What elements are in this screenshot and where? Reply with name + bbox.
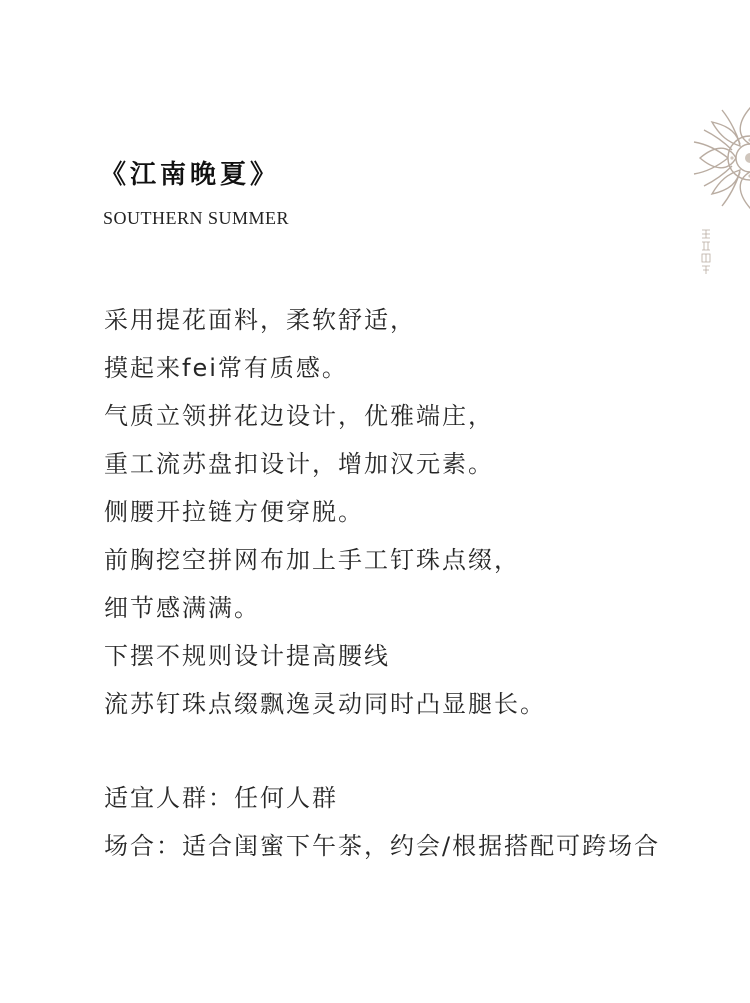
- audience-text: 适宜人群：任何人群: [104, 784, 338, 812]
- lotus-mandala-icon: [692, 100, 750, 225]
- decoration: [692, 100, 750, 280]
- description-line: 采用提花面料，柔软舒适，: [104, 306, 416, 334]
- description-line: 摸起来fei常有质感。: [104, 354, 348, 382]
- brand-seal-mark: [700, 228, 712, 276]
- description-line: 流苏钉珠点缀飘逸灵动同时凸显腿长。: [104, 690, 546, 718]
- product-description: [104, 296, 546, 728]
- description-line: 前胸挖空拼网布加上手工钉珠点缀，: [104, 546, 520, 574]
- page-title: 《江南晚夏》: [100, 160, 281, 190]
- page-subtitle: SOUTHERN SUMMER: [103, 208, 290, 228]
- description-line: 下摆不规则设计提高腰线: [104, 642, 390, 670]
- description-line: 重工流苏盘扣设计，增加汉元素。: [104, 450, 494, 478]
- description-line: 气质立领拼花边设计，优雅端庄，: [104, 402, 494, 430]
- description-line: 侧腰开拉链方便穿脱。: [104, 498, 364, 526]
- description-line: 细节感满满。: [104, 594, 260, 622]
- occasion-text: 场合：适合闺蜜下午茶，约会/根据搭配可跨场合: [104, 832, 661, 860]
- product-info: [104, 774, 664, 870]
